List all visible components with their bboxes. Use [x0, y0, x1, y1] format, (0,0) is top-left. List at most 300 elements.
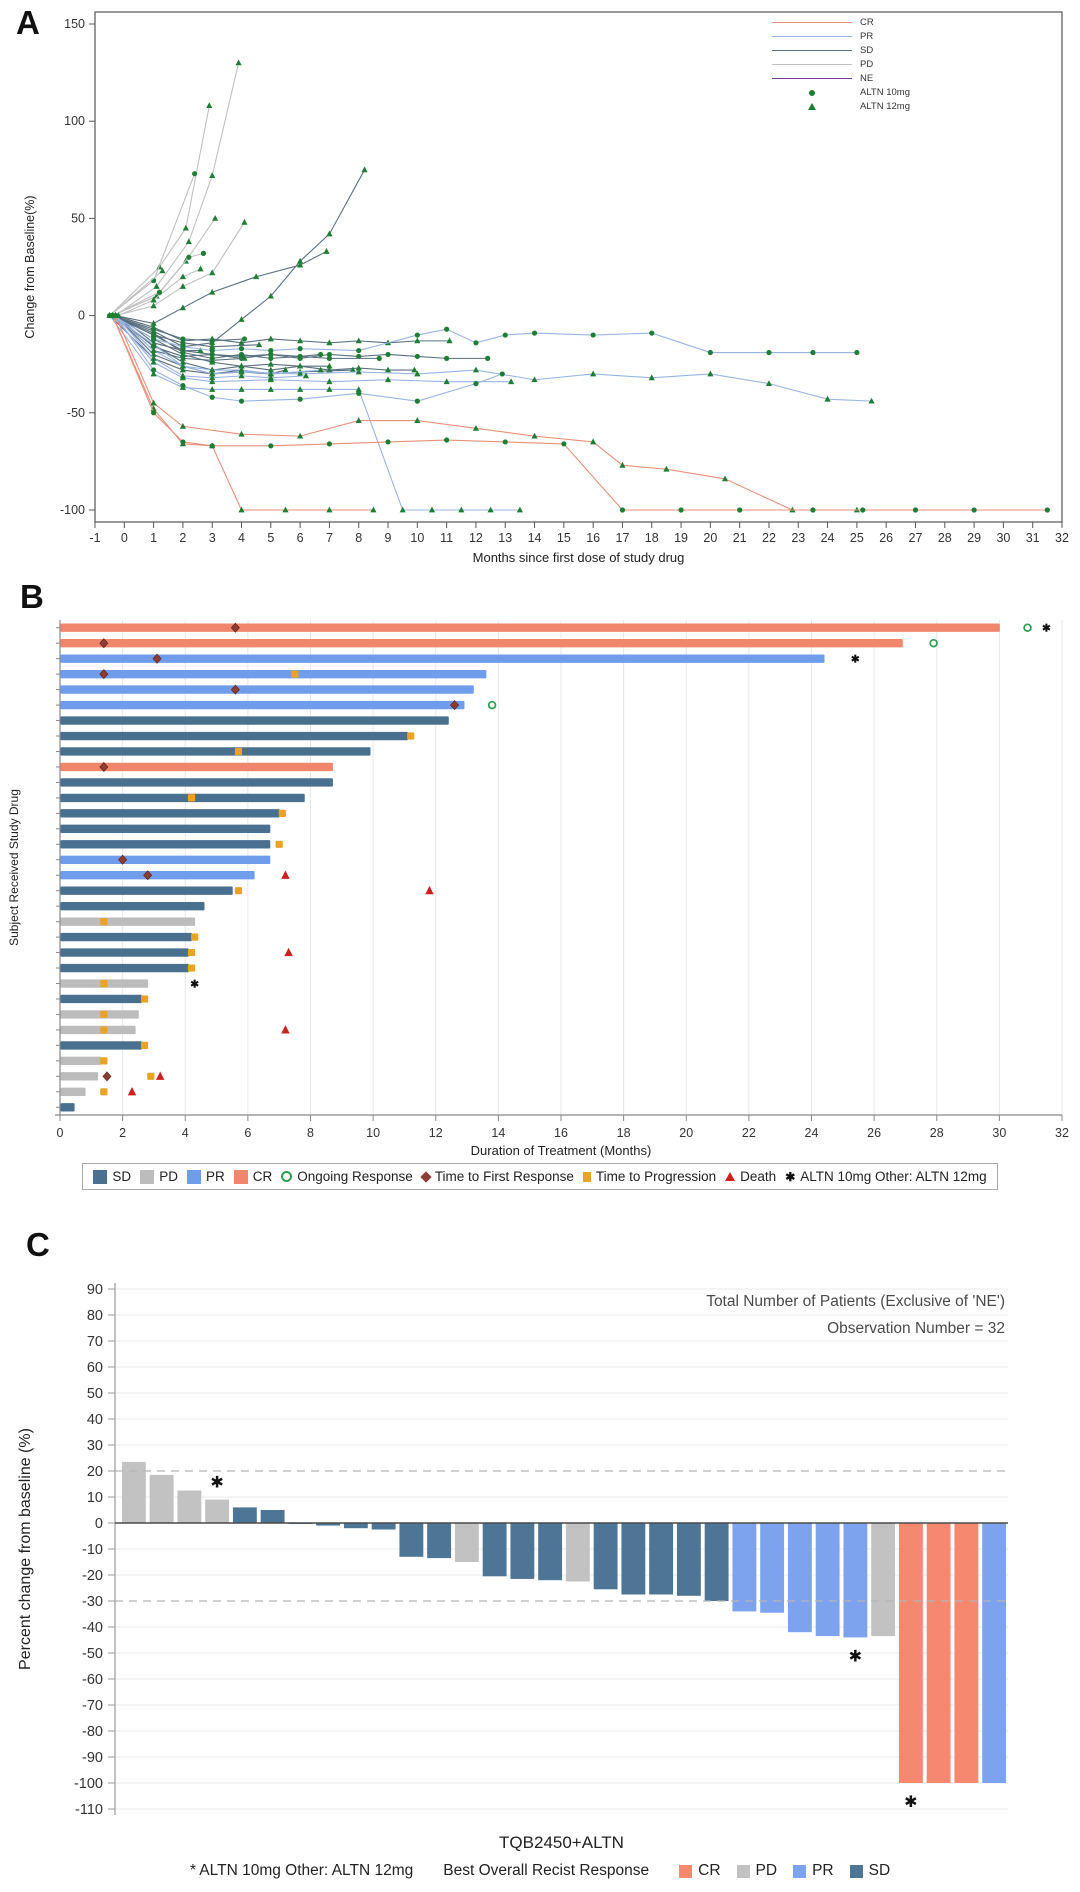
legend-label: PD	[755, 1862, 778, 1879]
x-axis-title: Months since first dose of study drug	[472, 550, 685, 565]
waterfall-bar-sd	[261, 1510, 285, 1523]
altn-12mg-marker-icon	[209, 172, 215, 178]
altn-10mg-marker-icon	[210, 395, 215, 400]
legend-label: ALTN 10mg	[860, 87, 910, 98]
death-icon	[128, 1087, 136, 1095]
time-to-progression-icon	[235, 748, 242, 755]
altn-10mg-marker-icon	[415, 332, 420, 337]
legend-item-altn-10mg	[772, 86, 1064, 99]
altn-12mg-marker-icon	[180, 423, 186, 429]
altn-10mg-marker-icon	[485, 356, 490, 361]
waterfall-bar-pr	[982, 1523, 1006, 1783]
waterfall-bar-sd	[483, 1523, 507, 1576]
altn-10mg-marker-icon	[385, 439, 390, 444]
altn-12mg-marker-icon	[268, 361, 274, 367]
svg-text:24: 24	[820, 531, 835, 545]
svg-text:19: 19	[674, 531, 689, 545]
altn-12mg-marker-icon	[361, 166, 367, 172]
altn-10mg-marker-icon	[298, 346, 303, 351]
swimmer-bar-pr	[61, 654, 825, 662]
waterfall-plot	[0, 1220, 1080, 1892]
svg-text:-20: -20	[82, 1568, 103, 1584]
svg-text:23: 23	[791, 531, 806, 545]
legend-item-ne	[772, 72, 1064, 85]
swimmer-row-5	[61, 685, 474, 694]
legend-label: PR	[812, 1862, 834, 1879]
altn-10mg-marker-icon	[151, 410, 156, 415]
svg-text:15: 15	[556, 531, 571, 545]
altn-10mg-marker-icon	[180, 383, 185, 388]
altn-10mg-marker-icon	[210, 338, 215, 343]
altn-10mg-marker-icon	[860, 507, 865, 512]
svg-text:28: 28	[937, 531, 952, 545]
svg-text:8: 8	[307, 1126, 314, 1140]
swimmer-bar-sd	[61, 747, 371, 755]
legend-label: SD	[868, 1862, 891, 1879]
legend-item-pr	[772, 30, 1064, 43]
legend-square-icon	[793, 1865, 806, 1878]
swimmer-bar-sd	[61, 933, 193, 941]
legend-label: SD	[112, 1169, 132, 1184]
svg-text:150: 150	[64, 17, 85, 31]
legend-label: Death	[740, 1169, 777, 1184]
legend-item-pd	[140, 1169, 178, 1184]
altn-12mg-marker-icon	[256, 341, 262, 347]
legend-label: ALTN 10mg Other: ALTN 12mg	[800, 1169, 987, 1184]
svg-text:2: 2	[179, 531, 187, 545]
swimmer-bar-cr	[61, 639, 903, 647]
altn-10mg-marker-icon	[268, 443, 273, 448]
waterfall-bar-sd	[621, 1523, 645, 1595]
altn-10mg-star-icon: ✱	[785, 1169, 796, 1184]
svg-text:18: 18	[616, 1126, 631, 1140]
death-icon	[425, 886, 433, 894]
altn-10mg-star-icon: ✱	[210, 1474, 224, 1492]
time-to-progression-icon	[291, 671, 298, 678]
svg-text:12: 12	[428, 1126, 443, 1140]
altn-12mg-marker-icon	[268, 336, 274, 342]
ongoing-response-icon	[1024, 624, 1031, 631]
swimmer-bar-sd	[61, 732, 409, 740]
svg-text:25: 25	[849, 531, 864, 545]
waterfall-bar-sd	[538, 1523, 562, 1580]
waterfall-bar-pr	[843, 1523, 867, 1637]
altn-10mg-marker-icon	[201, 251, 206, 256]
swimmer-row-14	[61, 825, 271, 833]
legend-item-cr	[234, 1169, 273, 1184]
time-to-progression-icon	[100, 1057, 107, 1064]
altn-10mg-marker-icon	[444, 327, 449, 332]
panel-c-label: C	[26, 1226, 50, 1263]
altn-10mg-marker-icon	[151, 336, 156, 341]
swimmer-row-20	[61, 917, 196, 925]
swimmer-bar-sd	[61, 995, 142, 1003]
altn-12mg-marker-icon	[186, 238, 192, 244]
altn-12mg-marker-icon	[180, 304, 186, 310]
legend-label: PD	[860, 59, 874, 70]
altn-10mg-star-icon: ✱	[848, 1648, 863, 1666]
time-to-progression-icon	[100, 918, 107, 925]
waterfall-bar-cr	[954, 1523, 978, 1783]
svg-text:24: 24	[804, 1126, 819, 1140]
waterfall-footer	[0, 1862, 1080, 1880]
spider-line	[116, 251, 327, 323]
spider-line	[116, 63, 239, 316]
altn-10mg-marker-icon	[180, 344, 185, 349]
triangle-marker-icon	[808, 103, 816, 110]
spider-line	[116, 316, 857, 510]
altn-10mg-star-icon: ✱	[850, 653, 860, 666]
altn-10mg-marker-icon	[766, 350, 771, 355]
ongoing-response-icon	[489, 702, 496, 709]
waterfall-bar-pd	[150, 1475, 174, 1523]
svg-text:5: 5	[267, 531, 275, 545]
swimmer-row-29	[61, 1057, 108, 1065]
altn-10mg-marker-icon	[708, 350, 713, 355]
altn-12mg-marker-icon	[619, 462, 625, 468]
waterfall-bar-sd	[594, 1523, 618, 1589]
legend-square-icon	[187, 1170, 201, 1184]
legend-label: ALTN 12mg	[860, 101, 910, 112]
annotation-line2: Observation Number = 32	[827, 1320, 1005, 1337]
legend-label: PR	[205, 1169, 225, 1184]
swimmer-bar-pr	[61, 670, 487, 678]
y-axis-title: Percent change from baseline (%)	[17, 1428, 34, 1670]
svg-text:6: 6	[244, 1126, 252, 1140]
spider-series-pd-0	[107, 102, 213, 318]
svg-text:8: 8	[355, 531, 363, 545]
altn-10mg-marker-icon	[678, 507, 683, 512]
altn-10mg-marker-icon	[356, 348, 361, 353]
svg-text:22: 22	[762, 531, 776, 545]
ongoing-response-icon	[281, 1171, 292, 1182]
swimmer-row-11	[61, 778, 333, 786]
legend-item-death	[725, 1169, 776, 1184]
altn-10mg-marker-icon	[444, 437, 449, 442]
svg-text:16: 16	[554, 1126, 568, 1140]
svg-text:-1: -1	[89, 531, 101, 545]
swimmer-row-27	[61, 1025, 290, 1034]
swimmer-bar-pr	[61, 856, 271, 864]
svg-text:30: 30	[992, 1126, 1007, 1140]
spider-line	[113, 170, 365, 347]
svg-text:20: 20	[86, 1464, 103, 1480]
svg-text:0: 0	[94, 1516, 103, 1532]
svg-text:90: 90	[86, 1282, 103, 1298]
time-to-progression-icon	[141, 995, 148, 1002]
legend-item-time-to-progression	[583, 1169, 716, 1184]
swimmer-bar-sd	[61, 778, 333, 786]
legend-item-pd	[737, 1862, 778, 1880]
svg-text:80: 80	[86, 1308, 103, 1324]
altn-10mg-marker-icon	[298, 397, 303, 402]
altn-10mg-marker-icon	[503, 439, 508, 444]
swimmer-row-4	[61, 670, 487, 679]
spider-line	[116, 316, 872, 402]
altn-10mg-marker-icon	[377, 356, 382, 361]
svg-text:13: 13	[498, 531, 513, 545]
legend-label: CR	[698, 1862, 721, 1879]
swimmer-bar-pd	[61, 1057, 102, 1065]
svg-text:3: 3	[208, 531, 216, 545]
swimmer-row-13	[61, 809, 286, 817]
altn-10mg-marker-icon	[971, 507, 976, 512]
time-to-progression-icon	[100, 1088, 107, 1095]
spider-series-cr-30	[112, 312, 860, 512]
spider-series-sd-16	[113, 313, 323, 361]
swimmer-bar-sd	[61, 794, 305, 802]
spider-series-pd-1	[112, 59, 241, 318]
altn-12mg-marker-icon	[241, 219, 247, 225]
legend-label: PR	[860, 31, 874, 42]
waterfall-bar-pr	[732, 1523, 756, 1611]
altn-12mg-marker-icon	[385, 376, 391, 382]
waterfall-legend	[679, 1862, 890, 1880]
legend-line-swatch	[772, 50, 852, 52]
svg-text:28: 28	[929, 1126, 944, 1140]
altn-10mg-marker-icon	[561, 441, 566, 446]
altn-12mg-marker-icon	[707, 371, 713, 377]
x-axis-title: Duration of Treatment (Months)	[470, 1143, 652, 1158]
legend-item-sd	[772, 44, 1064, 57]
swimmer-row-6	[61, 701, 496, 710]
altn-10mg-marker-icon	[210, 443, 215, 448]
svg-text:2: 2	[119, 1126, 127, 1140]
panel-a-label: A	[16, 4, 40, 41]
altn-10mg-marker-icon	[210, 348, 215, 353]
waterfall-bar-sd	[705, 1523, 729, 1601]
svg-text:50: 50	[86, 1386, 103, 1402]
altn-10mg-marker-icon	[151, 367, 156, 372]
altn-10mg-marker-icon	[810, 350, 815, 355]
time-to-progression-icon	[100, 980, 107, 987]
altn-10mg-star-icon: ✱	[190, 978, 200, 991]
svg-text:26: 26	[867, 1126, 882, 1140]
svg-text:21: 21	[732, 531, 747, 545]
legend-label: Time to Progression	[595, 1169, 717, 1184]
svg-text:11: 11	[440, 531, 454, 545]
swimmer-row-17	[61, 870, 290, 879]
death-icon	[281, 870, 289, 878]
swimmer-row-26	[61, 1010, 139, 1018]
altn-10mg-marker-icon	[649, 330, 654, 335]
death-icon	[281, 1025, 289, 1033]
altn-10mg-marker-icon	[415, 399, 420, 404]
legend-label: CR	[860, 17, 874, 28]
spider-plot-legend	[772, 16, 1064, 113]
legend-line-swatch	[772, 22, 852, 24]
panel-b-label: B	[20, 578, 44, 615]
waterfall-bar-sd	[677, 1523, 701, 1596]
spider-series-cr-31	[110, 313, 1050, 513]
svg-text:31: 31	[1025, 531, 1040, 545]
legend-label: PD	[159, 1169, 178, 1184]
svg-text:16: 16	[586, 531, 601, 545]
altn-10mg-marker-icon	[151, 327, 156, 332]
svg-text:32: 32	[1055, 1126, 1069, 1140]
legend-item-time-to-first-response	[422, 1169, 574, 1184]
swimmer-bar-pd	[61, 1010, 139, 1018]
swimmer-row-19	[61, 902, 205, 910]
svg-text:26: 26	[879, 531, 894, 545]
swimmer-plot-legend-wrap	[0, 1163, 1080, 1190]
svg-text:22: 22	[741, 1126, 756, 1140]
swimmer-row-30	[61, 1072, 165, 1081]
waterfall-bar-pr	[816, 1523, 840, 1636]
ongoing-response-icon	[930, 640, 937, 647]
swimmer-row-7	[61, 716, 449, 724]
svg-text:17: 17	[615, 531, 630, 545]
altn-10mg-marker-icon	[473, 381, 478, 386]
swimmer-bar-cr	[61, 624, 1000, 632]
swimmer-row-18	[61, 886, 434, 895]
altn-12mg-marker-icon	[151, 400, 157, 406]
altn-12mg-marker-icon	[356, 337, 362, 343]
time-to-progression-icon	[188, 794, 195, 801]
altn-10mg-marker-icon	[913, 507, 918, 512]
svg-text:10: 10	[366, 1126, 381, 1140]
legend-item-cr	[679, 1862, 720, 1880]
legend-square-icon	[93, 1170, 107, 1184]
swimmer-row-21	[61, 933, 199, 941]
waterfall-bar-sd	[427, 1523, 451, 1558]
legend-label: SD	[860, 45, 874, 56]
swimmer-bar-sd	[61, 809, 280, 817]
waterfall-bar-sd	[649, 1523, 673, 1595]
waterfall-bar-pr	[760, 1523, 784, 1613]
legend-line-swatch	[772, 36, 852, 38]
altn-10mg-marker-icon	[298, 354, 303, 359]
svg-text:-110: -110	[75, 1802, 103, 1818]
svg-text:0: 0	[78, 308, 85, 323]
altn-12mg-marker-icon	[326, 231, 332, 237]
circle-marker-icon	[809, 90, 815, 96]
swimmer-row-9	[61, 747, 371, 755]
altn-10mg-marker-icon	[327, 356, 332, 361]
swimmer-row-23	[61, 964, 196, 972]
legend-item-pr	[793, 1862, 834, 1880]
svg-text:40: 40	[86, 1412, 103, 1428]
x-axis-title: TQB2450+ALTN	[499, 1833, 624, 1852]
time-to-first-response-icon	[103, 1072, 111, 1081]
legend-square-icon	[737, 1865, 750, 1878]
svg-text:-50: -50	[66, 405, 85, 420]
swimmer-bar-pd	[61, 917, 196, 925]
altn-10mg-marker-icon	[1045, 507, 1050, 512]
legend-item-pr	[187, 1169, 225, 1184]
swimmer-plot	[0, 575, 1080, 1165]
swimmer-bar-sd	[61, 1103, 75, 1111]
time-to-progression-icon	[407, 732, 414, 739]
waterfall-bar-cr	[927, 1523, 951, 1783]
legend-item-cr	[772, 16, 1064, 29]
swimmer-bar-sd	[61, 948, 189, 956]
svg-text:-100: -100	[59, 503, 85, 517]
svg-text:18: 18	[644, 531, 659, 545]
altn-10mg-marker-icon	[318, 352, 323, 357]
time-to-progression-icon	[279, 810, 286, 817]
altn-12mg-marker-icon	[323, 248, 329, 254]
altn-10mg-star-icon: ✱	[1041, 622, 1051, 635]
time-to-progression-icon	[188, 949, 195, 956]
waterfall-bar-pd	[205, 1500, 229, 1523]
altn-10mg-marker-icon	[500, 371, 505, 376]
svg-text:-30: -30	[82, 1594, 103, 1610]
svg-text:14: 14	[527, 531, 542, 545]
legend-label: CR	[252, 1169, 273, 1184]
swimmer-bar-sd	[61, 902, 205, 910]
time-to-progression-icon	[276, 841, 283, 848]
time-to-first-response-icon	[420, 1171, 431, 1182]
svg-text:14: 14	[491, 1126, 506, 1140]
legend-item-ongoing-response	[281, 1169, 413, 1184]
altn-12mg-marker-icon	[473, 367, 479, 373]
swimmer-bar-pd	[61, 1072, 99, 1080]
altn-10mg-marker-icon	[591, 332, 596, 337]
legend-item-sd	[93, 1169, 131, 1184]
altn-10mg-marker-icon	[503, 332, 508, 337]
time-to-progression-icon	[188, 964, 195, 971]
altn-10mg-marker-icon	[268, 348, 273, 353]
time-to-progression-icon	[191, 934, 198, 941]
time-to-progression-icon	[100, 1011, 107, 1018]
svg-text:6: 6	[296, 531, 304, 545]
svg-text:7: 7	[325, 531, 333, 545]
legend-square-icon	[234, 1170, 248, 1184]
spider-line	[110, 106, 210, 316]
legend-line-swatch	[772, 78, 852, 80]
svg-text:-100: -100	[73, 1776, 103, 1792]
swimmer-row-28	[61, 1041, 149, 1049]
swimmer-bar-sd	[61, 1041, 142, 1049]
altn-10mg-marker-icon	[854, 350, 859, 355]
spider-line	[113, 316, 857, 353]
waterfall-footnote: * ALTN 10mg Other: ALTN 12mg	[189, 1862, 414, 1879]
svg-text:10: 10	[86, 1490, 103, 1506]
spider-line	[110, 174, 195, 316]
altn-10mg-marker-icon	[473, 340, 478, 345]
svg-text:4: 4	[238, 531, 245, 545]
swimmer-row-22	[61, 948, 293, 957]
altn-10mg-marker-icon	[415, 354, 420, 359]
altn-10mg-marker-icon	[186, 255, 191, 260]
svg-text:10: 10	[410, 531, 425, 545]
swimmer-row-3	[61, 654, 860, 666]
altn-12mg-marker-icon	[180, 372, 186, 378]
altn-10mg-marker-icon	[192, 171, 197, 176]
altn-12mg-marker-icon	[183, 225, 189, 231]
spider-line	[110, 271, 163, 316]
altn-10mg-marker-icon	[444, 356, 449, 361]
svg-text:-50: -50	[82, 1646, 103, 1662]
waterfall-bar-pd	[455, 1523, 479, 1562]
y-axis-title: Subject Received Study Drug	[7, 789, 21, 946]
death-icon	[156, 1072, 164, 1080]
altn-10mg-marker-icon	[180, 336, 185, 341]
svg-text:-40: -40	[82, 1620, 103, 1636]
svg-text:27: 27	[908, 531, 923, 545]
swimmer-bar-sd	[61, 887, 233, 895]
swimmer-row-31	[61, 1087, 137, 1096]
swimmer-row-16	[61, 855, 271, 864]
altn-10mg-marker-icon	[356, 391, 361, 396]
swimmer-bar-pr	[61, 685, 474, 693]
swimmer-row-32	[61, 1103, 75, 1111]
spider-series-sd-8	[109, 166, 367, 349]
altn-10mg-marker-icon	[239, 346, 244, 351]
altn-10mg-marker-icon	[239, 399, 244, 404]
altn-10mg-marker-icon	[180, 439, 185, 444]
